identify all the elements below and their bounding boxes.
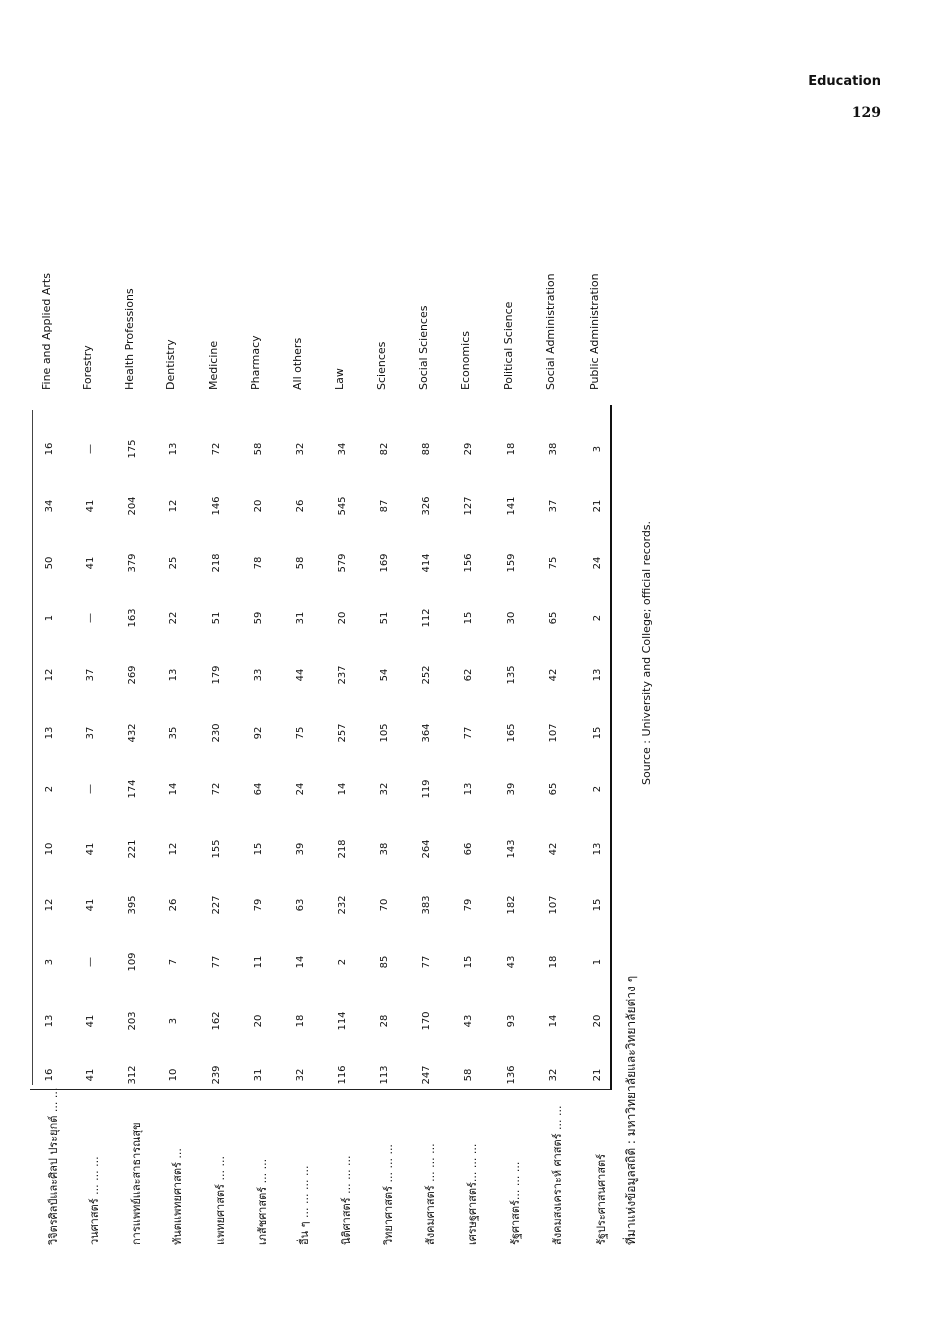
table-cell: 28 — [379, 1014, 390, 1028]
table-cell: 2 — [592, 785, 603, 793]
table-cell: 65 — [548, 782, 559, 796]
row-label-thai: สังคมสงเคราะห์ ศาสตร์ ... ... — [551, 1105, 564, 1245]
row-label-thai: วิจิตรศิลป์และศิลป ประยุกต์ ... ... — [47, 1087, 60, 1245]
table-cell: 42 — [548, 842, 559, 856]
table-cell: 65 — [548, 611, 559, 625]
table-cell: 41 — [85, 1014, 96, 1028]
table-cell: 31 — [253, 1068, 264, 1082]
table-cell: 141 — [506, 496, 517, 516]
table-cell: 38 — [548, 442, 559, 456]
table-cell: 92 — [253, 726, 264, 740]
table-cell: 10 — [44, 842, 55, 856]
table-cell: 230 — [211, 723, 222, 743]
table-cell: 156 — [463, 553, 474, 573]
table-cell: 32 — [295, 442, 306, 456]
table-cell: 21 — [592, 1068, 603, 1082]
table-cell: 13 — [168, 442, 179, 456]
table-cell: 20 — [253, 499, 264, 513]
table-cell: 75 — [295, 726, 306, 740]
source-thai: ที่มาแห่งข้อมูลสถิติ : มหาวิทยาลัยและวิทยาลัยต่าง ๆ — [624, 975, 638, 1245]
table-cell: 88 — [421, 442, 432, 456]
table-cell: 51 — [211, 611, 222, 625]
table-row — [158, 155, 200, 1245]
table-cell: 85 — [379, 955, 390, 969]
table-cell: 75 — [548, 556, 559, 570]
table-cell: 20 — [253, 1014, 264, 1028]
row-label-thai: สังคมศาสตร์ ... ... ... — [424, 1143, 437, 1245]
table-cell: 162 — [211, 1011, 222, 1031]
table-cell: 72 — [211, 442, 222, 456]
row-label-english: Law — [333, 368, 346, 390]
table-cell: 119 — [421, 779, 432, 799]
row-label-english: Sciences — [375, 341, 388, 390]
table-cell: 66 — [463, 842, 474, 856]
row-label-thai: แพทยศาสตร์ ... ... — [214, 1156, 227, 1245]
table-cell: 35 — [168, 726, 179, 740]
row-label-thai: เภสัชศาสตร์ ... ... — [256, 1158, 269, 1245]
table-cell: 383 — [421, 895, 432, 915]
table-cell: 59 — [253, 611, 264, 625]
row-label-english: All others — [291, 337, 304, 390]
row-label-thai: เศรษฐศาสตร์... ... ... — [466, 1143, 479, 1245]
table-cell: 312 — [127, 1065, 138, 1085]
table-cell: 155 — [211, 839, 222, 859]
table-row — [582, 155, 624, 1245]
table-cell: 105 — [379, 723, 390, 743]
table-cell: 87 — [379, 499, 390, 513]
table-cell: 54 — [379, 668, 390, 682]
table-cell: 179 — [211, 665, 222, 685]
table-cell: 11 — [253, 955, 264, 969]
table-cell: 395 — [127, 895, 138, 915]
row-label-thai: วิทยาศาสตร์ ... ... ... — [382, 1144, 395, 1245]
table-cell: 14 — [295, 955, 306, 969]
table-cell: 239 — [211, 1065, 222, 1085]
table-cell: 34 — [44, 499, 55, 513]
table-cell: 7 — [168, 958, 179, 966]
table-cell: 2 — [44, 785, 55, 793]
row-label-thai: อื่น ๆ ... ... ... ... — [298, 1165, 311, 1245]
row-label-english: Health Professions — [123, 288, 136, 390]
table-cell: 13 — [592, 842, 603, 856]
table-cell: 116 — [337, 1065, 348, 1085]
table-cell: 16 — [44, 1068, 55, 1082]
table-cell: 264 — [421, 839, 432, 859]
table-row — [453, 155, 495, 1245]
table-cell: 269 — [127, 665, 138, 685]
table-cell: 182 — [506, 895, 517, 915]
row-label-english: Economics — [459, 331, 472, 390]
table-cell: 218 — [337, 839, 348, 859]
table-cell: 15 — [463, 611, 474, 625]
table-cell: 58 — [295, 556, 306, 570]
table-cell: 37 — [85, 726, 96, 740]
table-cell: 3 — [168, 1017, 179, 1025]
table-cell: 326 — [421, 496, 432, 516]
table-cell: 34 — [337, 442, 348, 456]
row-label-english: Political Science — [502, 301, 515, 390]
row-label-english: Pharmacy — [249, 335, 262, 390]
table-cell: 364 — [421, 723, 432, 743]
table-left-rule — [30, 1089, 610, 1090]
table-cell: 136 — [506, 1065, 517, 1085]
table-cell: 26 — [295, 499, 306, 513]
table-cell: 2 — [337, 958, 348, 966]
table-cell: 15 — [592, 898, 603, 912]
table-cell: 252 — [421, 665, 432, 685]
table-row — [201, 155, 243, 1245]
row-label-english: Dentistry — [164, 339, 177, 390]
table-cell: 39 — [295, 842, 306, 856]
table-cell: 18 — [295, 1014, 306, 1028]
table-cell: 14 — [337, 782, 348, 796]
table-cell: 41 — [85, 499, 96, 513]
table-cell: 175 — [127, 439, 138, 459]
row-label-thai: รัฐประศาสนศาสตร์ — [595, 1153, 608, 1245]
table-cell: 221 — [127, 839, 138, 859]
table-cell: — — [85, 957, 96, 967]
table-bottom-rule — [610, 405, 612, 1090]
table-cell: 143 — [506, 839, 517, 859]
table-cell: 14 — [548, 1014, 559, 1028]
row-label-thai: วนศาสตร์ ... ... ... — [88, 1156, 101, 1245]
row-label-english: Social Administration — [544, 273, 557, 390]
table-cell: 39 — [506, 782, 517, 796]
table-cell: 163 — [127, 608, 138, 628]
table-cell: 545 — [337, 496, 348, 516]
table-cell: 20 — [592, 1014, 603, 1028]
table-cell: 165 — [506, 723, 517, 743]
row-label-thai: การแพทย์และสาธารณสุข — [130, 1122, 143, 1245]
table-row — [75, 155, 117, 1245]
table-cell: 25 — [168, 556, 179, 570]
row-label-english: Medicine — [207, 340, 220, 390]
table-cell: 218 — [211, 553, 222, 573]
source-english: Source : University and College; official records. — [640, 520, 653, 785]
table-cell: 3 — [44, 958, 55, 966]
table-cell: — — [85, 784, 96, 794]
table-cell: 1 — [44, 614, 55, 622]
table-cell: 13 — [168, 668, 179, 682]
table-cell: 204 — [127, 496, 138, 516]
table-cell: 77 — [211, 955, 222, 969]
table-cell: 32 — [379, 782, 390, 796]
table-cell: 15 — [253, 842, 264, 856]
table-cell: 41 — [85, 1068, 96, 1082]
table-cell: 170 — [421, 1011, 432, 1031]
table-cell: 579 — [337, 553, 348, 573]
row-label-english: Forestry — [81, 345, 94, 390]
table-cell: 43 — [506, 955, 517, 969]
row-label-thai: รัฐศาสตร์... ... ... — [509, 1161, 522, 1245]
table-cell: 174 — [127, 779, 138, 799]
table-cell: 247 — [421, 1065, 432, 1085]
table-cell: 32 — [548, 1068, 559, 1082]
table-cell: 127 — [463, 496, 474, 516]
table-cell: 10 — [168, 1068, 179, 1082]
table-cell: 13 — [463, 782, 474, 796]
table-row — [117, 155, 159, 1245]
table-cell: 64 — [253, 782, 264, 796]
table-cell: 257 — [337, 723, 348, 743]
table-cell: 37 — [85, 668, 96, 682]
table-cell: 109 — [127, 952, 138, 972]
table-row — [369, 155, 411, 1245]
table-cell: 13 — [592, 668, 603, 682]
table-cell: 3 — [592, 445, 603, 453]
table-cell: 12 — [44, 898, 55, 912]
table-cell: 29 — [463, 442, 474, 456]
table-cell: 12 — [168, 499, 179, 513]
table-cell: 79 — [253, 898, 264, 912]
row-label-english: Public Administration — [588, 273, 601, 390]
table-cell: 41 — [85, 556, 96, 570]
table-cell: 78 — [253, 556, 264, 570]
table-cell: 33 — [253, 668, 264, 682]
table-cell: 24 — [295, 782, 306, 796]
row-label-thai: นิติศาสตร์ ... ... ... — [340, 1155, 353, 1245]
table-row — [538, 155, 580, 1245]
table-cell: 113 — [379, 1065, 390, 1085]
table-cell: 20 — [337, 611, 348, 625]
table-cell: — — [85, 613, 96, 623]
table-row — [411, 155, 453, 1245]
table-row — [285, 155, 327, 1245]
table-cell: 21 — [592, 499, 603, 513]
table-cell: 13 — [44, 1014, 55, 1028]
table-cell: 30 — [506, 611, 517, 625]
table-cell: 38 — [379, 842, 390, 856]
table-cell: 232 — [337, 895, 348, 915]
table-cell: 41 — [85, 898, 96, 912]
table-cell: 114 — [337, 1011, 348, 1031]
table-cell: 18 — [506, 442, 517, 456]
table-cell: 169 — [379, 553, 390, 573]
table-cell: 159 — [506, 553, 517, 573]
table-cell: 432 — [127, 723, 138, 743]
page-number: 129 — [851, 105, 881, 121]
table-cell: 43 — [463, 1014, 474, 1028]
table-cell: 77 — [421, 955, 432, 969]
table-cell: 146 — [211, 496, 222, 516]
row-label-english: Fine and Applied Arts — [40, 273, 53, 390]
table-cell: 2 — [592, 614, 603, 622]
table-cell: 42 — [548, 668, 559, 682]
table-cell: — — [85, 444, 96, 454]
table-row — [243, 155, 285, 1245]
table-cell: 32 — [295, 1068, 306, 1082]
table-cell: 58 — [253, 442, 264, 456]
group-rule — [32, 410, 33, 1085]
table-cell: 70 — [379, 898, 390, 912]
table-cell: 79 — [463, 898, 474, 912]
table-cell: 18 — [548, 955, 559, 969]
table-cell: 24 — [592, 556, 603, 570]
table-cell: 93 — [506, 1014, 517, 1028]
table-cell: 12 — [168, 842, 179, 856]
table-cell: 237 — [337, 665, 348, 685]
table-cell: 12 — [44, 668, 55, 682]
table-cell: 58 — [463, 1068, 474, 1082]
table-cell: 72 — [211, 782, 222, 796]
table-cell: 77 — [463, 726, 474, 740]
table-cell: 379 — [127, 553, 138, 573]
table-cell: 14 — [168, 782, 179, 796]
table-cell: 22 — [168, 611, 179, 625]
table-cell: 107 — [548, 723, 559, 743]
table-cell: 135 — [506, 665, 517, 685]
table-cell: 41 — [85, 842, 96, 856]
table-cell: 15 — [463, 955, 474, 969]
section-title: Education — [808, 74, 881, 89]
table-cell: 31 — [295, 611, 306, 625]
table-cell: 51 — [379, 611, 390, 625]
table-cell: 203 — [127, 1011, 138, 1031]
table-cell: 50 — [44, 556, 55, 570]
table-cell: 112 — [421, 608, 432, 628]
table-cell: 1 — [592, 958, 603, 966]
table-cell: 44 — [295, 668, 306, 682]
table-cell: 82 — [379, 442, 390, 456]
table-cell: 13 — [44, 726, 55, 740]
table-cell: 63 — [295, 898, 306, 912]
rotated-table-block — [30, 155, 675, 1245]
table-cell: 16 — [44, 442, 55, 456]
table-row — [496, 155, 538, 1245]
table-cell: 227 — [211, 895, 222, 915]
table-cell: 62 — [463, 668, 474, 682]
table-cell: 37 — [548, 499, 559, 513]
table-cell: 414 — [421, 553, 432, 573]
row-label-english: Social Sciences — [417, 305, 430, 390]
table-cell: 107 — [548, 895, 559, 915]
table-cell: 26 — [168, 898, 179, 912]
row-label-thai: ทันตแพทยศาสตร์ ... — [171, 1148, 184, 1245]
table-cell: 15 — [592, 726, 603, 740]
table-row — [327, 155, 369, 1245]
table-row — [34, 155, 76, 1245]
